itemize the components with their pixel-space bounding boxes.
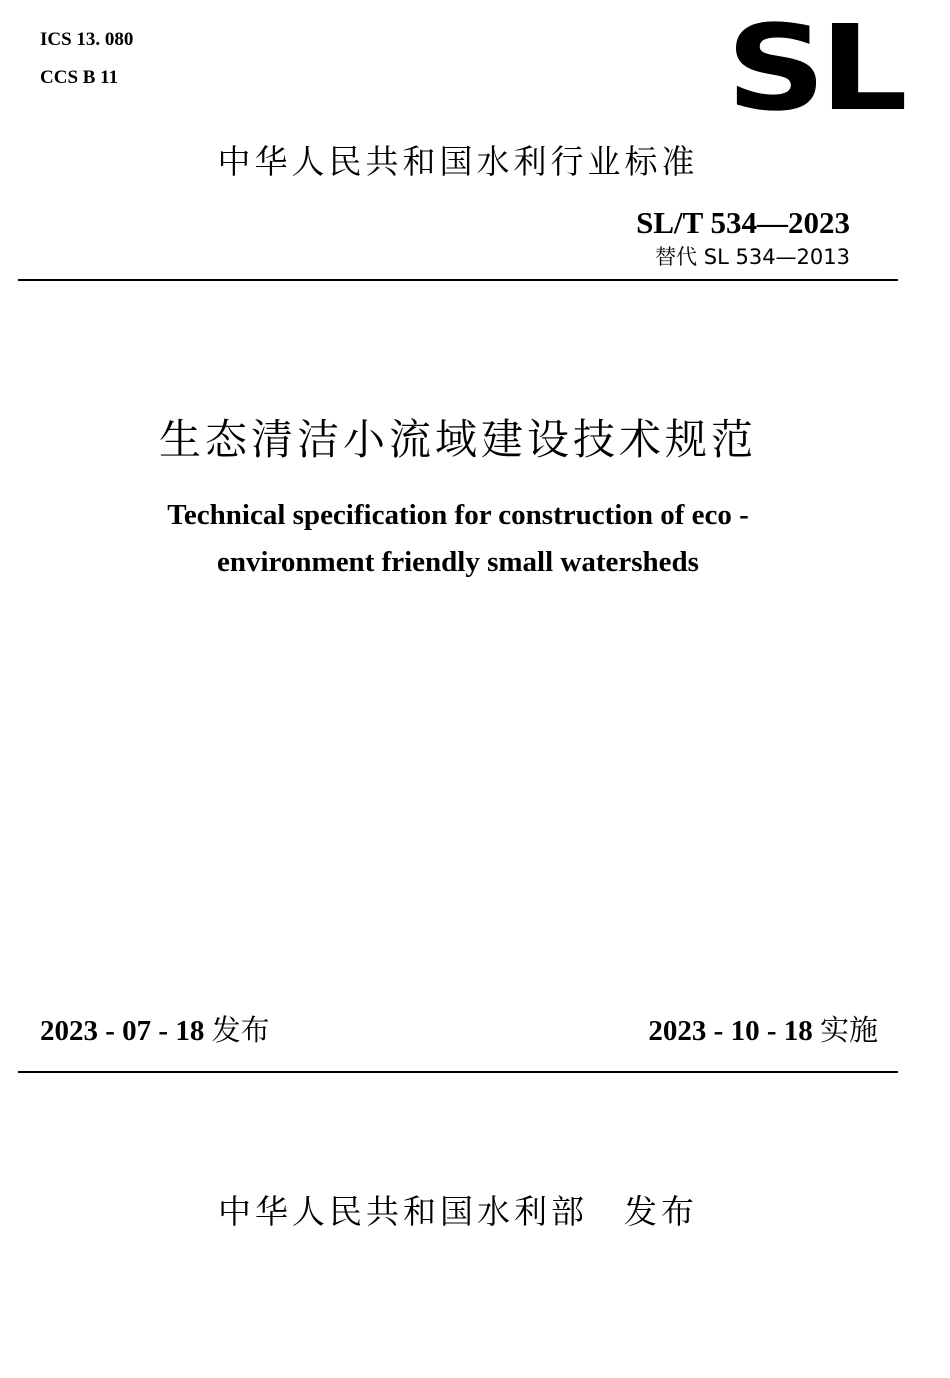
issue-date-block (40, 1012, 270, 1049)
bottom-divider (18, 1071, 898, 1073)
effective-date-block (648, 1012, 878, 1049)
publisher-action: 发布 (624, 1192, 698, 1231)
effective-label: 实施 (819, 1013, 878, 1047)
issue-date: 2023 - 07 - 18 (40, 1015, 205, 1047)
effective-date: 2023 - 10 - 18 (648, 1015, 813, 1047)
sl-logo: SL (726, 0, 901, 137)
publisher-line (0, 1192, 916, 1232)
ccs-code: CCS B 11 (40, 67, 119, 88)
issue-label: 发布 (211, 1013, 270, 1047)
industry-standard-heading: 中华人民共和国水利行业标准 (217, 142, 699, 181)
title-chinese: 生态清洁小流域建设技术规范 (158, 415, 757, 464)
top-divider (18, 279, 898, 281)
ics-code: ICS 13. 080 (40, 29, 134, 50)
standard-number: SL/T 534—2023 (636, 205, 850, 240)
title-english-line1: Technical specification for construction of eco - (167, 499, 749, 531)
replaces-standard: 替代 SL 534—2013 (655, 245, 850, 269)
title-english-line2: environment friendly small watersheds (217, 546, 699, 578)
publisher-name: 中华人民共和国水利部 (218, 1192, 588, 1231)
